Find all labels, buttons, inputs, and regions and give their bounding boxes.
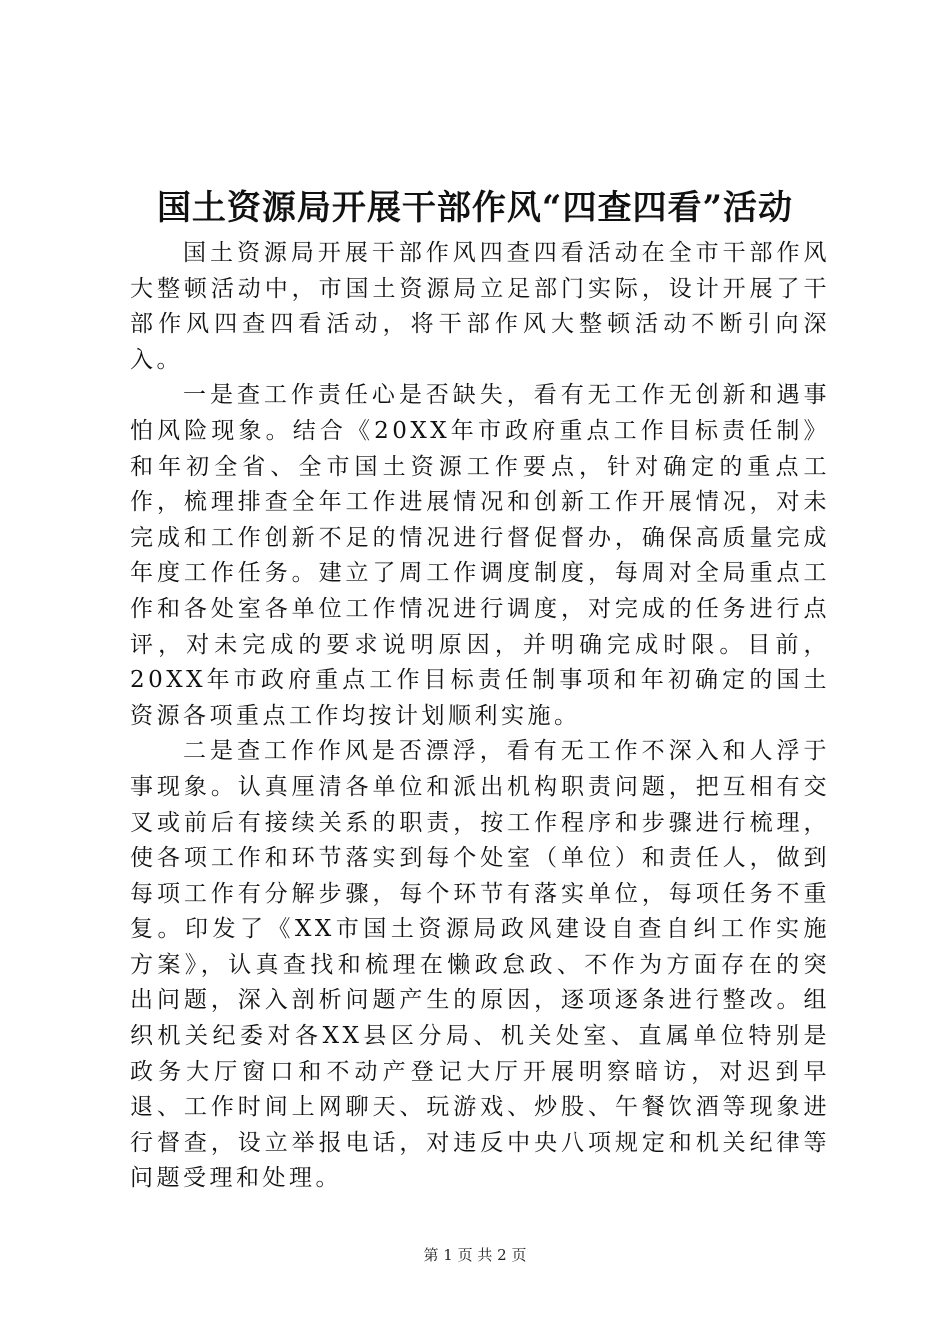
document-title: 国土资源局开展干部作风“四查四看”活动: [156, 188, 794, 228]
intro-paragraph: 国土资源局开展干部作风四查四看活动在全市干部作风大整顿活动中，市国土资源局立足部门实际，设计开展了干部作风四查四看活动，将干部作风大整顿活动不断引向深入。: [130, 240, 830, 373]
page-number-footer: 第 1 页 共 2 页: [423, 1246, 527, 1264]
paragraph-first-check: 一是查工作责任心是否缺失，看有无工作无创新和遇事怕风险现象。结合《20XX年市政府重点工作目标责任制》和年初全省、全市国土资源工作要点，针对确定的重点工作，梳理排查全年工作进展情况和创新工作开展情况，对未完成和工作创新不足的情况进行督促督办，确保高质量完成年度工作任务。建立了周工作调度制度，每周对全局重点工作和各处室各单位工作情况进行调度，对完成的任务进行点评，对未完成的要求说明原因，并明确完成时限。目前，20XX年市政府重点工作目标责任制事项和年初确定的国土资源各项重点工作均按计划顺利实施。: [130, 382, 830, 729]
paragraph-second-check: 二是查工作作风是否漂浮，看有无工作不深入和人浮于事现象。认真厘清各单位和派出机构职责问题，把互相有交叉或前后有接续关系的职责，按工作程序和步骤进行梳理，使各项工作和环节落实到每个处室（单位）和责任人，做到每项工作有分解步骤，每个环节有落实单位，每项任务不重复。印发了《XX市国土资源局政风建设自查自纠工作实施方案》，认真查找和梳理在懒政怠政、不作为方面存在的突出问题，深入剖析问题产生的原因，逐项逐条进行整改。组织机关纪委对各XX县区分局、机关处室、直属单位特别是政务大厅窗口和不动产登记大厅开展明察暗访，对迟到早退、工作时间上网聊天、玩游戏、炒股、午餐饮酒等现象进行督查，设立举报电话，对违反中央八项规定和机关纪律等问题受理和处理。: [130, 738, 830, 1191]
document-body: [130, 236, 830, 1191]
